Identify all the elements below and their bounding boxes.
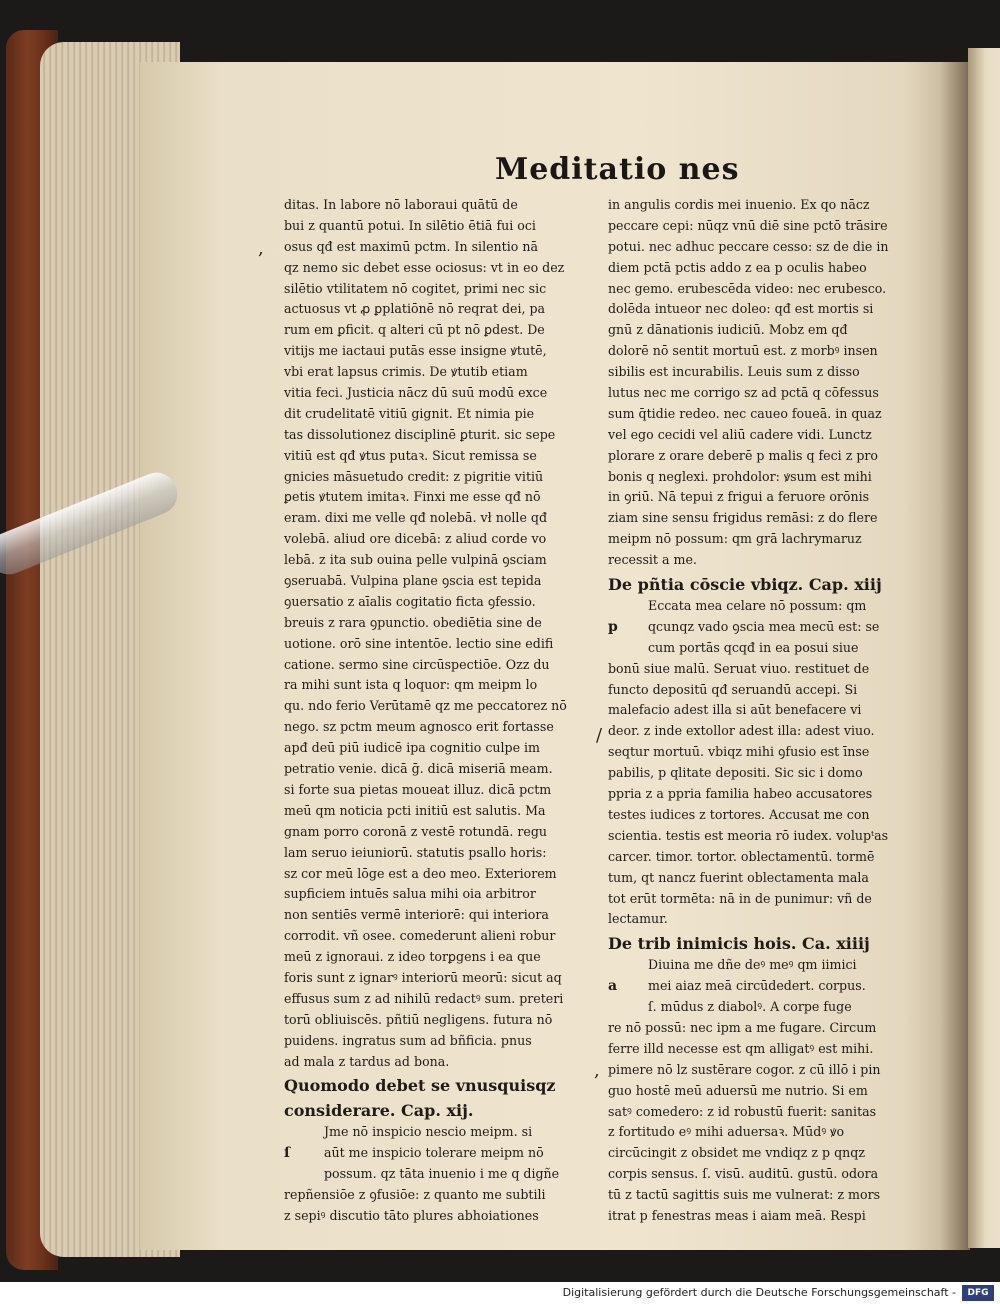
text-line: Jme nō inspicio nescio meipm. si <box>324 1124 533 1140</box>
text-line: vbi erat lapsus crimis. De ꝟtutib etiam <box>284 364 528 380</box>
text-line: gnicies māsuetudo credit: z pigritie vitiū <box>284 468 544 484</box>
text-line: seqtur mortuū. vbiqz mihi ꝯfusio est īnse <box>608 744 870 760</box>
text-line: cum portās qcqđ in ea posui siue <box>648 639 859 655</box>
chapter-13-text <box>608 596 908 930</box>
text-line: breuis z rara ꝯpunctio. obediētia sine de <box>284 614 542 630</box>
text-line: corpis sensus. ſ. visū. auditū. gustū. odora <box>608 1166 879 1182</box>
text-line: ad mala z tardus ad bona. <box>284 1053 450 1069</box>
text-line: vitiū est qđ ꝟtus putaꝛ. Sicut remissa se <box>284 447 537 463</box>
text-line: z fortitudo eꝰ mihi aduersaꝛ. Mūdꝰ ꝟo <box>608 1124 845 1140</box>
text-line: lectamur. <box>608 911 668 927</box>
initial-letter: ſ <box>284 1145 291 1162</box>
text-line: lebā. z ita sub ouina pelle vulpinā ꝯsciam <box>284 552 547 568</box>
text-line: Eccata mea celare nō possum: qm <box>648 598 867 614</box>
initial-letter: p <box>608 618 618 635</box>
chapter-heading-12a: Quomodo debet se vnusquisqz <box>284 1076 556 1096</box>
text-line: dolorē nō sentit mortuū est. z morbꝰ insen <box>608 343 878 359</box>
running-head: Meditatio nes <box>495 152 740 187</box>
text-line: bonū siue malū. Seruat viuo. restituet de <box>608 660 870 676</box>
footer-credit: Digitalisierung gefördert durch die Deutsche Forschungsgemeinschaft - <box>562 1286 956 1299</box>
footer-bar <box>0 1282 1000 1304</box>
text-line: plorare z orare deberē p malis q feci z pro <box>608 447 879 463</box>
text-line: potui. nec adhuc peccare cesso: sz de die in <box>608 238 889 254</box>
text-line: vitijs me iactaui putās esse insigne ꝟtutē, <box>284 343 547 359</box>
chapter-heading-12b: considerare. Cap. xij. <box>284 1101 474 1121</box>
text-line: ꝯuersatio z aīalis cogitatio ficta ꝯfessio. <box>284 593 536 609</box>
text-line: scientia. testis est meoria rō iudex. volupᵗas <box>608 827 889 843</box>
text-line: non sentiēs vermē interiorē: qui interiora <box>284 907 549 923</box>
initial-letter: a <box>608 978 618 995</box>
text-line: diem pctā pctis addo z ea p oculis habeo <box>608 259 867 275</box>
text-line: apđ deū piū iudicē ipa cognitio culpe im <box>284 740 540 756</box>
text-line: nego. sz pctm meum agnosco erit fortasse <box>284 719 554 735</box>
text-line: pimere nō lz sustērare cogor. z cū illō i pin <box>608 1061 881 1077</box>
text-line: ꝑetis ꝟtutem imitaꝛ. Finxi me esse qđ nō <box>284 489 541 505</box>
text-line: qu. ndo ferio Verūtamē qz me peccatorez nō <box>284 698 567 714</box>
text-line: sz cor meū lōge est a deo meo. Exteriorem <box>284 865 557 881</box>
text-line: vitia feci. Justicia nācz dū suū modū exce <box>284 385 548 401</box>
text-line <box>608 617 908 638</box>
line-text: mei aiaz meā circūdedert. corpus. <box>648 978 866 994</box>
text-line: meū qm noticia pcti initiū est salutis. Ma <box>284 802 546 818</box>
right-column <box>608 195 908 1227</box>
text-line: nec gemo. erubescēda video: nec erubesco. <box>608 280 887 296</box>
text-line: bui z quantū potui. In silētio ētiā fui oci <box>284 217 536 233</box>
chapter-heading-13: De pñtia cōscie vbiqz. Cap. xiij <box>608 575 882 595</box>
text-line: testes iudices z tortores. Accusat me con <box>608 806 870 822</box>
text-line: rum em ꝑficit. q alteri cū pt nō ꝑdest. De <box>284 322 545 338</box>
text-line: silētio vtilitatem nō cogitet, primi nec sic <box>284 280 547 296</box>
chapter-heading-14: De trib inimicis hois. Ca. xiiij <box>608 934 870 954</box>
text-line: si forte sua pietas moueat illuz. dicā pctm <box>284 781 552 797</box>
text-line: circūcingit z obsidet me vndiqz z p qnqz <box>608 1145 865 1161</box>
text-line: eram. dixi me velle qđ nolebā. vł nolle qđ <box>284 510 548 526</box>
text-line: tot erūt tormēta: nā in de punimur: vñ de <box>608 890 872 906</box>
text-line: torū obliuiscēs. pñtiū negligens. futura nō <box>284 1011 553 1027</box>
text-line: itrat p fenestras meas i aiam meā. Respi <box>608 1207 866 1223</box>
dfg-logo: DFG <box>962 1285 994 1301</box>
text-line: pabilis, p qlitate depositi. Sic sic i domo <box>608 765 863 781</box>
text-line: bonis q neglexi. prohdolor: ꝟsum est mihi <box>608 468 872 484</box>
right-text-lines <box>608 195 908 571</box>
text-line: meipm nō possum: qm grā lachrymaruz <box>608 531 862 547</box>
text-line: tas dissolutionez disciplinē ꝑturit. sic sepe <box>284 426 556 442</box>
text-line: ſ. mūdus z diabolꝰ. A corpe fuge <box>648 999 852 1015</box>
text-line: repñensiōe z ꝯfusiōe: z quanto me subtili <box>284 1187 546 1203</box>
text-line: gnam porro coronā z vestē rotundā. regu <box>284 823 548 839</box>
text-line: peccare cepi: nūqz vnū diē sine pctō trāsire <box>608 217 888 233</box>
text-line: supficiem intuēs salua mihi oia arbitror <box>284 886 536 902</box>
text-line: catione. sermo sine circūspectiōe. Ozz du <box>284 656 550 672</box>
text-line: tū z tactū sagittis suis me vulnerat: z mors <box>608 1187 881 1203</box>
text-line: lutus nec me corrigo sz ad pctā q cōfessus <box>608 385 879 401</box>
text-line: osus qđ est maximū pctm. In silentio nā <box>284 238 538 254</box>
chapter-14-text <box>608 955 908 1227</box>
text-line: in angulis cordis mei inuenio. Ex qo nācz <box>608 197 870 212</box>
line-text: qcunqz vado ꝯscia mea mecū est: se <box>648 618 880 634</box>
text-line: corrodit. vñ osee. comederunt alieni robur <box>284 928 556 944</box>
left-column <box>284 195 584 1227</box>
text-line: recessit a me. <box>608 552 697 568</box>
text-line: vel ego cecidi vel aliū cadere vidi. Lunctz <box>608 426 872 442</box>
text-line: Diuina me dñe deꝰ meꝰ qm iimici <box>648 957 857 973</box>
text-line: functo depositū qđ seruandū accepi. Si <box>608 681 858 697</box>
line-text: aūt me inspicio tolerare meipm nō <box>324 1145 544 1161</box>
text-line: guo hostē meū aduersū me nutrio. Si em <box>608 1082 868 1098</box>
text-line: ra mihi sunt ista q loquor: qm meipm lo <box>284 677 538 693</box>
text-line: ditas. In labore nō laboraui quātū de <box>284 197 518 212</box>
text-line: deor. z inde extollor adest illa: adest viuo. <box>608 723 875 739</box>
text-line: ꝯseruabā. Vulpina plane ꝯscia est tepida <box>284 573 542 589</box>
text-line <box>608 976 908 997</box>
text-line: re nō possū: nec ipm a me fugare. Circum <box>608 1019 877 1035</box>
text-line <box>284 1143 584 1164</box>
text-line: actuosus vt ꝓ ꝑplatiōnē nō reqrat dei, pa <box>284 301 546 317</box>
text-line: satꝰ comedero: z id robustū fuerit: sanitas <box>608 1103 877 1119</box>
text-line: meū z ignoraui. z ideo torꝑgens i ea que <box>284 949 541 965</box>
text-line: ferre illd necesse est qm alligatꝰ est mihi. <box>608 1040 874 1056</box>
text-line: qz nemo sic debet esse ociosus: vt in eo dez <box>284 259 565 275</box>
text-line: ppria z a ppria familia habeo accusatores <box>608 786 873 802</box>
text-line: foris sunt z ignarꝰ interiorū meorū: sicut aq <box>284 969 562 985</box>
right-page-edge <box>968 48 1000 1248</box>
chapter-12-text <box>284 1122 584 1226</box>
text-line: possum. qz tāta inuenio i me q digñe <box>324 1166 560 1182</box>
text-line: dolēda intueor nec doleo: qđ est mortis si <box>608 301 874 317</box>
text-line: in ꝯriū. Nā tepui z frigui a feruore orōnis <box>608 489 870 505</box>
margin-mark: / <box>596 725 603 746</box>
text-line: gnū z dānationis iudiciū. Mobz em qđ <box>608 322 848 338</box>
text-line: effusus sum z ad nihilū redactꝰ sum. preteri <box>284 990 564 1006</box>
text-line: petratio venie. dicā ḡ. dicā miseriā meam. <box>284 761 553 777</box>
margin-mark: , <box>594 1060 600 1081</box>
left-text-lines <box>284 195 584 1072</box>
text-line: z sepiꝰ discutio tāto plures abhoiationes <box>284 1207 539 1223</box>
margin-mark: , <box>258 238 264 259</box>
text-line: tum, qt nancz fuerint oblectamenta mala <box>608 869 869 885</box>
text-line: sibilis est incurabilis. Leuis sum z disso <box>608 364 860 380</box>
text-line: carcer. timor. tortor. oblectamentū. tormē <box>608 848 875 864</box>
text-line: malefacio adest illa si aūt benefacere vi <box>608 702 862 718</box>
text-line: puidens. ingratus sum ad bñficia. pnus <box>284 1032 532 1048</box>
text-line: uotione. orō sine intentōe. lectio sine edifi <box>284 635 554 651</box>
text-line: ziam sine sensu frigidus remāsi: z do flere <box>608 510 878 526</box>
text-line: lam seruo ieiuniorū. statutis psallo horis: <box>284 844 547 860</box>
text-line: dit crudelitatē vitiū gignit. Et nimia pie <box>284 405 535 421</box>
text-line: sum q̄tidie redeo. nec caueo foueā. in quaz <box>608 405 882 421</box>
text-line: volebā. aliud ore dicebā: z aliud corde vo <box>284 531 547 547</box>
